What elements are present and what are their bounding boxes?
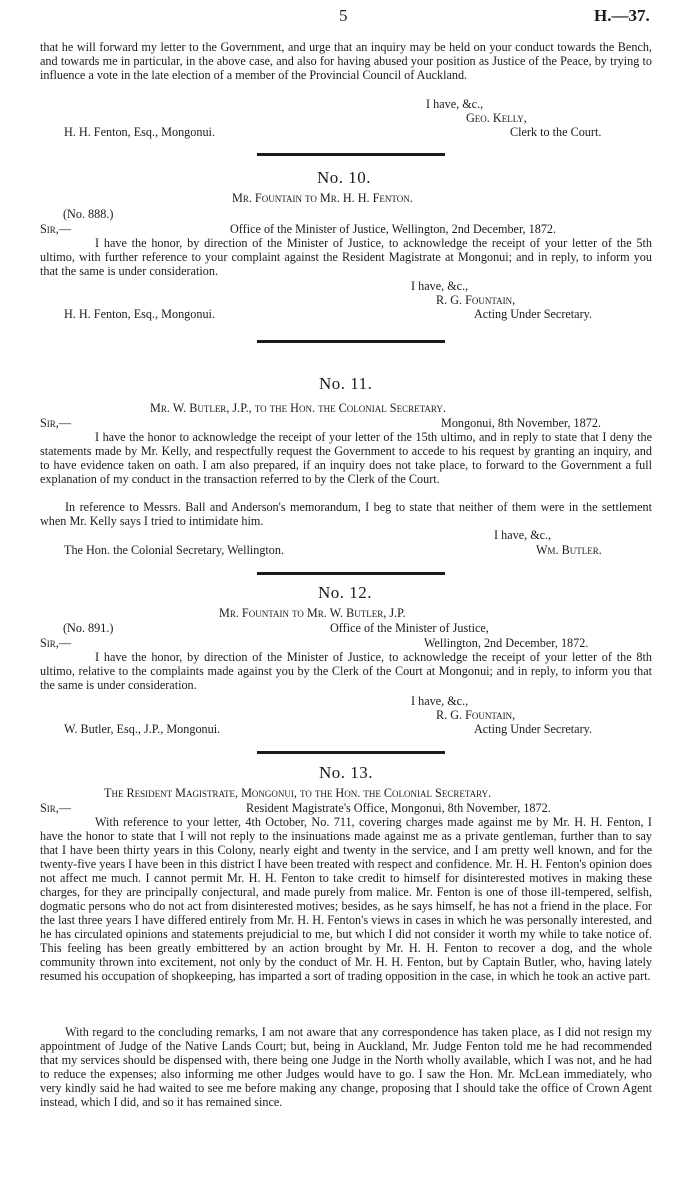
letter-12-reference: (No. 891.) <box>63 621 114 635</box>
section-divider <box>257 572 445 575</box>
letter-13-paragraph-1: With reference to your letter, 4th October, No. 711, covering charges made against me by Mr. H. H. Fenton, I have the honor to state that I will not reply to the insinuations made against me as a private gentleman, further than to say that I have been thirty years in this Colony, nearly eight and twenty in the service, and I am pretty well known, and for the twenty-five years I have been in this district I have been treated with respect and confidence. Mr. H. H. Fenton's opinion does not affect me much. I cannot permit Mr. H. H. Fenton to take credit to himself for disinterested motives in making these charges, for they are principally conjectural, and made purely from malice. Mr. Fenton is one of those ill-tempered, selfish, dogmatic persons who do not act from disinterested motives; besides, as he says himself, he has not a friend in the place. For the last three years I have differed entirely from Mr. H. H. Fenton's views in cases in which he was personally interested, and he has circulated opinions and statements prejudicial to me, but which I did not consider it worth my while to take notice of. This feeling has been greatly embittered by an action brought by Mr. H. H. Fenton to recover a dog, and the whole community thrown into excitement, not only by the conduct of Mr. H. H. Fenton, but by Captain Butler, who, having lately resumed his occupation of shopkeeping, has imparted a sort of trading opposition in the case, in which he took an active part. <box>40 815 652 983</box>
letter-12-addressee: W. Butler, Esq., J.P., Mongonui. <box>64 722 221 736</box>
page-number: 5 <box>339 6 348 25</box>
section-divider <box>257 340 445 343</box>
letter-11-heading: No. 11. <box>319 374 373 393</box>
letter-10-signature-title: Acting Under Secretary. <box>474 307 592 321</box>
letter-12-heading: No. 12. <box>318 583 373 602</box>
letter-12-body: I have the honor, by direction of the Minister of Justice, to acknowledge the receipt of your letter of the 8th ultimo, relative to the complaints made against you by the Clerk of the Court at Mongonui; and in reply, to inform you that the same is under consideration. <box>40 650 652 692</box>
opening-paragraph: that he will forward my letter to the Government, and urge that an inquiry may be held on your conduct towards the Bench, and towards me in particular, in the above case, and also for having abused your position as Justice of the Peace, by trying to influence a vote in the late election of a member of the Provincial Council of Auckland. <box>40 40 652 82</box>
letter-12-from-to: Mr. Fountain to Mr. W. Butler, J.P. <box>219 606 406 620</box>
letter-10-salutation: Sir,— <box>40 222 72 236</box>
letter-11-paragraph-2: In reference to Messrs. Ball and Anderson's memorandum, I beg to state that neither of them were in the settlement when Mr. Kelly says I tried to intimidate him. <box>40 500 652 528</box>
opening-addressee: H. H. Fenton, Esq., Mongonui. <box>64 125 215 139</box>
letter-12-place-line-2: Wellington, 2nd December, 1872. <box>424 636 589 650</box>
letter-12-close: I have, &c., <box>411 694 469 708</box>
letter-11-place-date: Mongonui, 8th November, 1872. <box>441 416 601 430</box>
letter-10-body: I have the honor, by direction of the Minister of Justice, to acknowledge the receipt of your letter of the 5th ultimo, with further reference to your complaint against the Resident Magistrate at Mongonui; and in reply, to inform you that the same is under consideration. <box>40 236 652 278</box>
section-divider <box>257 751 445 754</box>
letter-11-close: I have, &c., <box>494 528 552 542</box>
letter-10-place-date: Office of the Minister of Justice, Wellington, 2nd December, 1872. <box>230 222 557 236</box>
opening-signature-title: Clerk to the Court. <box>510 125 602 139</box>
letter-10-from-to: Mr. Fountain to Mr. H. H. Fenton. <box>232 191 413 205</box>
letter-11-from-to: Mr. W. Butler, J.P., to the Hon. the Colonial Secretary. <box>150 401 446 415</box>
letter-10-signature: R. G. Fountain, <box>436 293 516 307</box>
letter-12-place-line-1: Office of the Minister of Justice, <box>330 621 489 635</box>
letter-12-signature-title: Acting Under Secretary. <box>474 722 592 736</box>
letter-12-signature: R. G. Fountain, <box>436 708 516 722</box>
letter-11-signature: Wm. Butler. <box>536 543 602 557</box>
letter-13-from-to: The Resident Magistrate, Mongonui, to the Hon. the Colonial Secretary. <box>104 786 492 800</box>
letter-13-salutation: Sir,— <box>40 801 72 815</box>
letter-10-reference: (No. 888.) <box>63 207 114 221</box>
letter-11-salutation: Sir,— <box>40 416 72 430</box>
letter-13-paragraph-2: With regard to the concluding remarks, I am not aware that any correspondence has taken place, as I did not resign my appointment of Judge of the Native Lands Court; but, being in Auckland, Mr. Judge Fenton told me he had recommended that my services should be dispensed with, there being one Judge in the North wholly available, which I was not, and he had to reduce the expenses; also informing me other Judges would have to go. I saw the Hon. Mr. McLean immediately, who very kindly said he had waited to see me before making any change, proposing that I should take the office of Crown Agent instead, which I did, and so it has remained since. <box>40 1025 652 1109</box>
document-reference: H.—37. <box>594 6 650 25</box>
opening-close: I have, &c., <box>426 97 484 111</box>
section-divider <box>257 153 445 156</box>
opening-signature: Geo. Kelly, <box>466 111 527 125</box>
letter-13-heading: No. 13. <box>319 763 374 782</box>
letter-13-place-date: Resident Magistrate's Office, Mongonui, 8th November, 1872. <box>246 801 551 815</box>
letter-10-close: I have, &c., <box>411 279 469 293</box>
letter-10-heading: No. 10. <box>317 168 372 187</box>
letter-11-paragraph-1: I have the honor to acknowledge the receipt of your letter of the 15th ultimo, and in reply to state that I deny the statements made by Mr. Kelly, and respectfully request the Government to accede to his request by granting an inquiry, and to have evidence taken on oath. I am also prepared, if an inquiry does not take place, to forward to the Government a full explanation of my conduct in the transaction referred to by the Clerk of the Court. <box>40 430 652 486</box>
letter-10-addressee: H. H. Fenton, Esq., Mongonui. <box>64 307 215 321</box>
letter-11-addressee: The Hon. the Colonial Secretary, Wellington. <box>64 543 285 557</box>
letter-12-salutation: Sir,— <box>40 636 72 650</box>
